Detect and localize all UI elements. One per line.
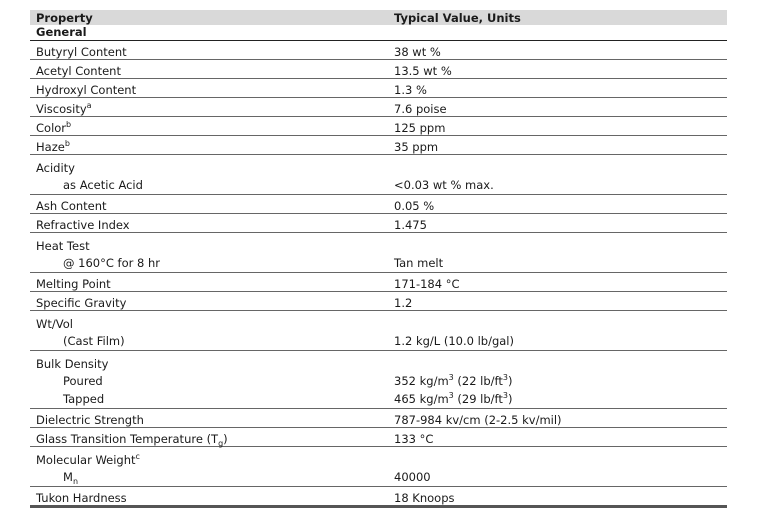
footnote-marker: b xyxy=(66,120,72,129)
property-label xyxy=(30,136,388,155)
table-row xyxy=(30,155,727,195)
table-row xyxy=(30,117,727,136)
property-value xyxy=(388,351,727,409)
table-row xyxy=(30,60,727,79)
property-value xyxy=(388,447,727,487)
table-row xyxy=(30,136,727,155)
property-value: 7.6 poise xyxy=(388,98,727,117)
value-text: <0.03 wt % max. xyxy=(394,178,494,192)
label-text: Color xyxy=(36,121,67,135)
table-row xyxy=(30,487,727,507)
property-value: 133 °C xyxy=(388,428,727,447)
property-value: 1.2 xyxy=(388,292,727,311)
property-label: Acetyl Content xyxy=(30,60,388,79)
label-text: Heat Test xyxy=(36,239,90,253)
property-value: 35 ppm xyxy=(388,136,727,155)
property-value: 171-184 °C xyxy=(388,273,727,292)
sub-label: as Acetic Acid xyxy=(63,178,143,192)
value-text: Tan melt xyxy=(394,256,444,270)
property-label: Refractive Index xyxy=(30,214,388,233)
footnote-marker: a xyxy=(86,101,92,110)
footnote-marker: b xyxy=(64,139,70,148)
value-text: 465 $kg/m^3$ (29 $lb/ft^3$) xyxy=(394,391,513,406)
property-label: Ash Content xyxy=(30,195,388,214)
label-text: Wt/Vol xyxy=(36,317,73,331)
value-text: 1.2 kg/L (10.0 lb/gal) xyxy=(394,334,514,348)
value-text: 40000 xyxy=(394,470,431,484)
table-row xyxy=(30,292,727,311)
property-label xyxy=(30,233,388,273)
footnote-marker: c xyxy=(135,452,140,461)
sub-label: @ 160°C for 8 hr xyxy=(63,256,160,270)
table-row xyxy=(30,214,727,233)
table-row xyxy=(30,79,727,98)
sub-label: $M_n$ xyxy=(63,470,79,486)
sub-label: Tapped xyxy=(63,392,105,406)
property-label: Butyryl Content xyxy=(30,41,388,60)
table-row xyxy=(30,447,727,487)
property-value: 38 wt % xyxy=(388,41,727,60)
sub-label: (Cast Film) xyxy=(63,334,125,348)
properties-table xyxy=(30,10,727,508)
property-label: Dielectric Strength xyxy=(30,409,388,428)
label-text: Bulk Density xyxy=(36,357,109,371)
property-label: Melting Point xyxy=(30,273,388,292)
property-value: 18 Knoops xyxy=(388,487,727,507)
property-value: 787-984 kv/cm (2-2.5 kv/mil) xyxy=(388,409,727,428)
property-label xyxy=(30,447,388,487)
table-row xyxy=(30,311,727,351)
label-text: Viscosity xyxy=(36,102,87,116)
property-value: 125 ppm xyxy=(388,117,727,136)
property-label xyxy=(30,98,388,117)
property-value xyxy=(388,155,727,195)
value-text: 352 $kg/m^3$ (22 $lb/ft^3$) xyxy=(394,373,513,388)
header-row xyxy=(30,10,727,25)
sub-label: Poured xyxy=(63,374,103,388)
property-column-header: Property xyxy=(36,11,93,25)
table-row xyxy=(30,98,727,117)
section-row xyxy=(30,25,727,41)
property-label xyxy=(30,117,388,136)
property-value: 13.5 wt % xyxy=(388,60,727,79)
property-value: 0.05 % xyxy=(388,195,727,214)
property-value: 1.475 xyxy=(388,214,727,233)
table-row xyxy=(30,195,727,214)
table-row xyxy=(30,409,727,428)
property-label: Glass Transition Temperature $(T_g)$ xyxy=(30,428,388,447)
label-text: Haze xyxy=(36,140,65,154)
table-row xyxy=(30,41,727,60)
property-value: 1.3 % xyxy=(388,79,727,98)
property-label xyxy=(30,351,388,409)
section-title: General xyxy=(30,25,727,41)
property-label: Tukon Hardness xyxy=(30,487,388,507)
table-row xyxy=(30,428,727,447)
label-text: Molecular Weight$^c$ xyxy=(36,452,140,467)
table-row xyxy=(30,273,727,292)
property-value xyxy=(388,233,727,273)
value-column-header: Typical Value, Units xyxy=(394,11,521,25)
property-label: Hydroxyl Content xyxy=(30,79,388,98)
label-text: Acidity xyxy=(36,161,75,175)
table-row xyxy=(30,233,727,273)
property-label xyxy=(30,155,388,195)
property-label: Specific Gravity xyxy=(30,292,388,311)
table-row xyxy=(30,351,727,409)
property-label xyxy=(30,311,388,351)
property-value xyxy=(388,311,727,351)
